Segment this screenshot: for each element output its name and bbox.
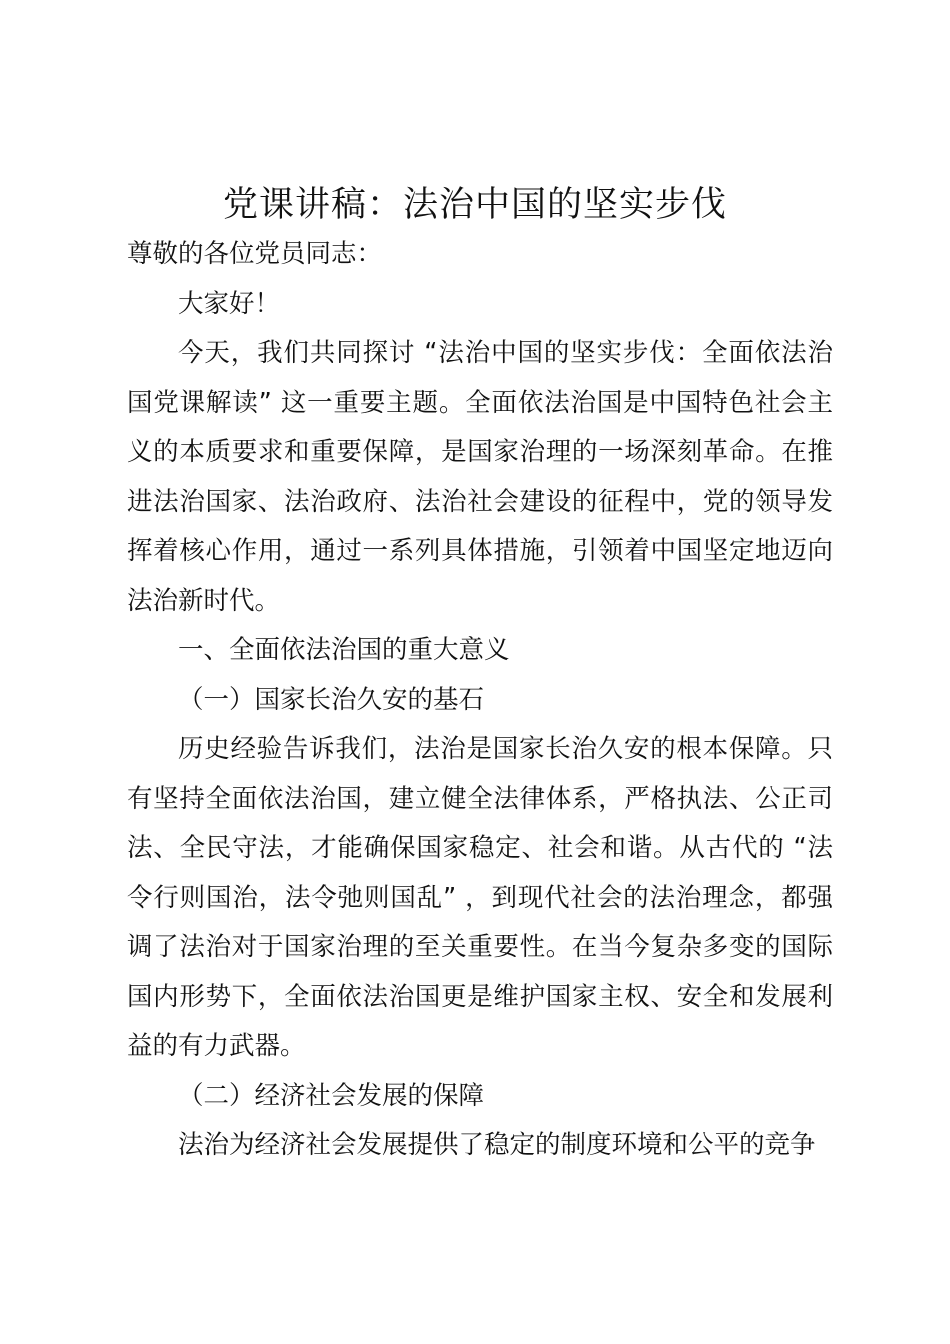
section-heading: 一、全面依法治国的重大意义 — [178, 635, 510, 665]
subsection-heading: （一）国家长治久安的基石 — [178, 684, 485, 715]
subsection-heading: （二）经济社会发展的保障 — [178, 1080, 485, 1111]
greeting: 大家好！ — [178, 288, 281, 319]
intro-paragraph: 今天，我们共同探讨 “法治中国的坚实步伐：全面依法治国党课解读” 这一重要主题。全面依法治国是中国特色社会主义的本质要求和重要保障，是国家治理的一场深刻革命。在推进法治国家、法治政府、法治社会建设的征程中，党的领导发挥着核心作用，通过一系列具体措施，引领着中国坚定地迈向法治新时代。 — [127, 338, 833, 616]
salutation: 尊敬的各位党员同志： — [127, 239, 383, 269]
document-title: 党课讲稿：法治中国的坚实步伐 — [222, 185, 727, 225]
body-paragraph: 法治为经济社会发展提供了稳定的制度环境和公平的竞争 — [178, 1130, 816, 1160]
document-body — [127, 230, 833, 1171]
body-paragraph: 历史经验告诉我们，法治是国家长治久安的根本保障。只有坚持全面依法治国，建立健全法律体系，严格执法、公正司法、全民守法，才能确保国家稳定、社会和谐。从古代的 “法令行则国治，法令弛则国乱” ，到现代社会的法治理念，都强调了法治对于国家治理的至关重要性。在当今复杂多变的国际国内形势下，全面依法治国更是维护国家主权、安全和发展利益的有力武器。 — [127, 734, 833, 1061]
